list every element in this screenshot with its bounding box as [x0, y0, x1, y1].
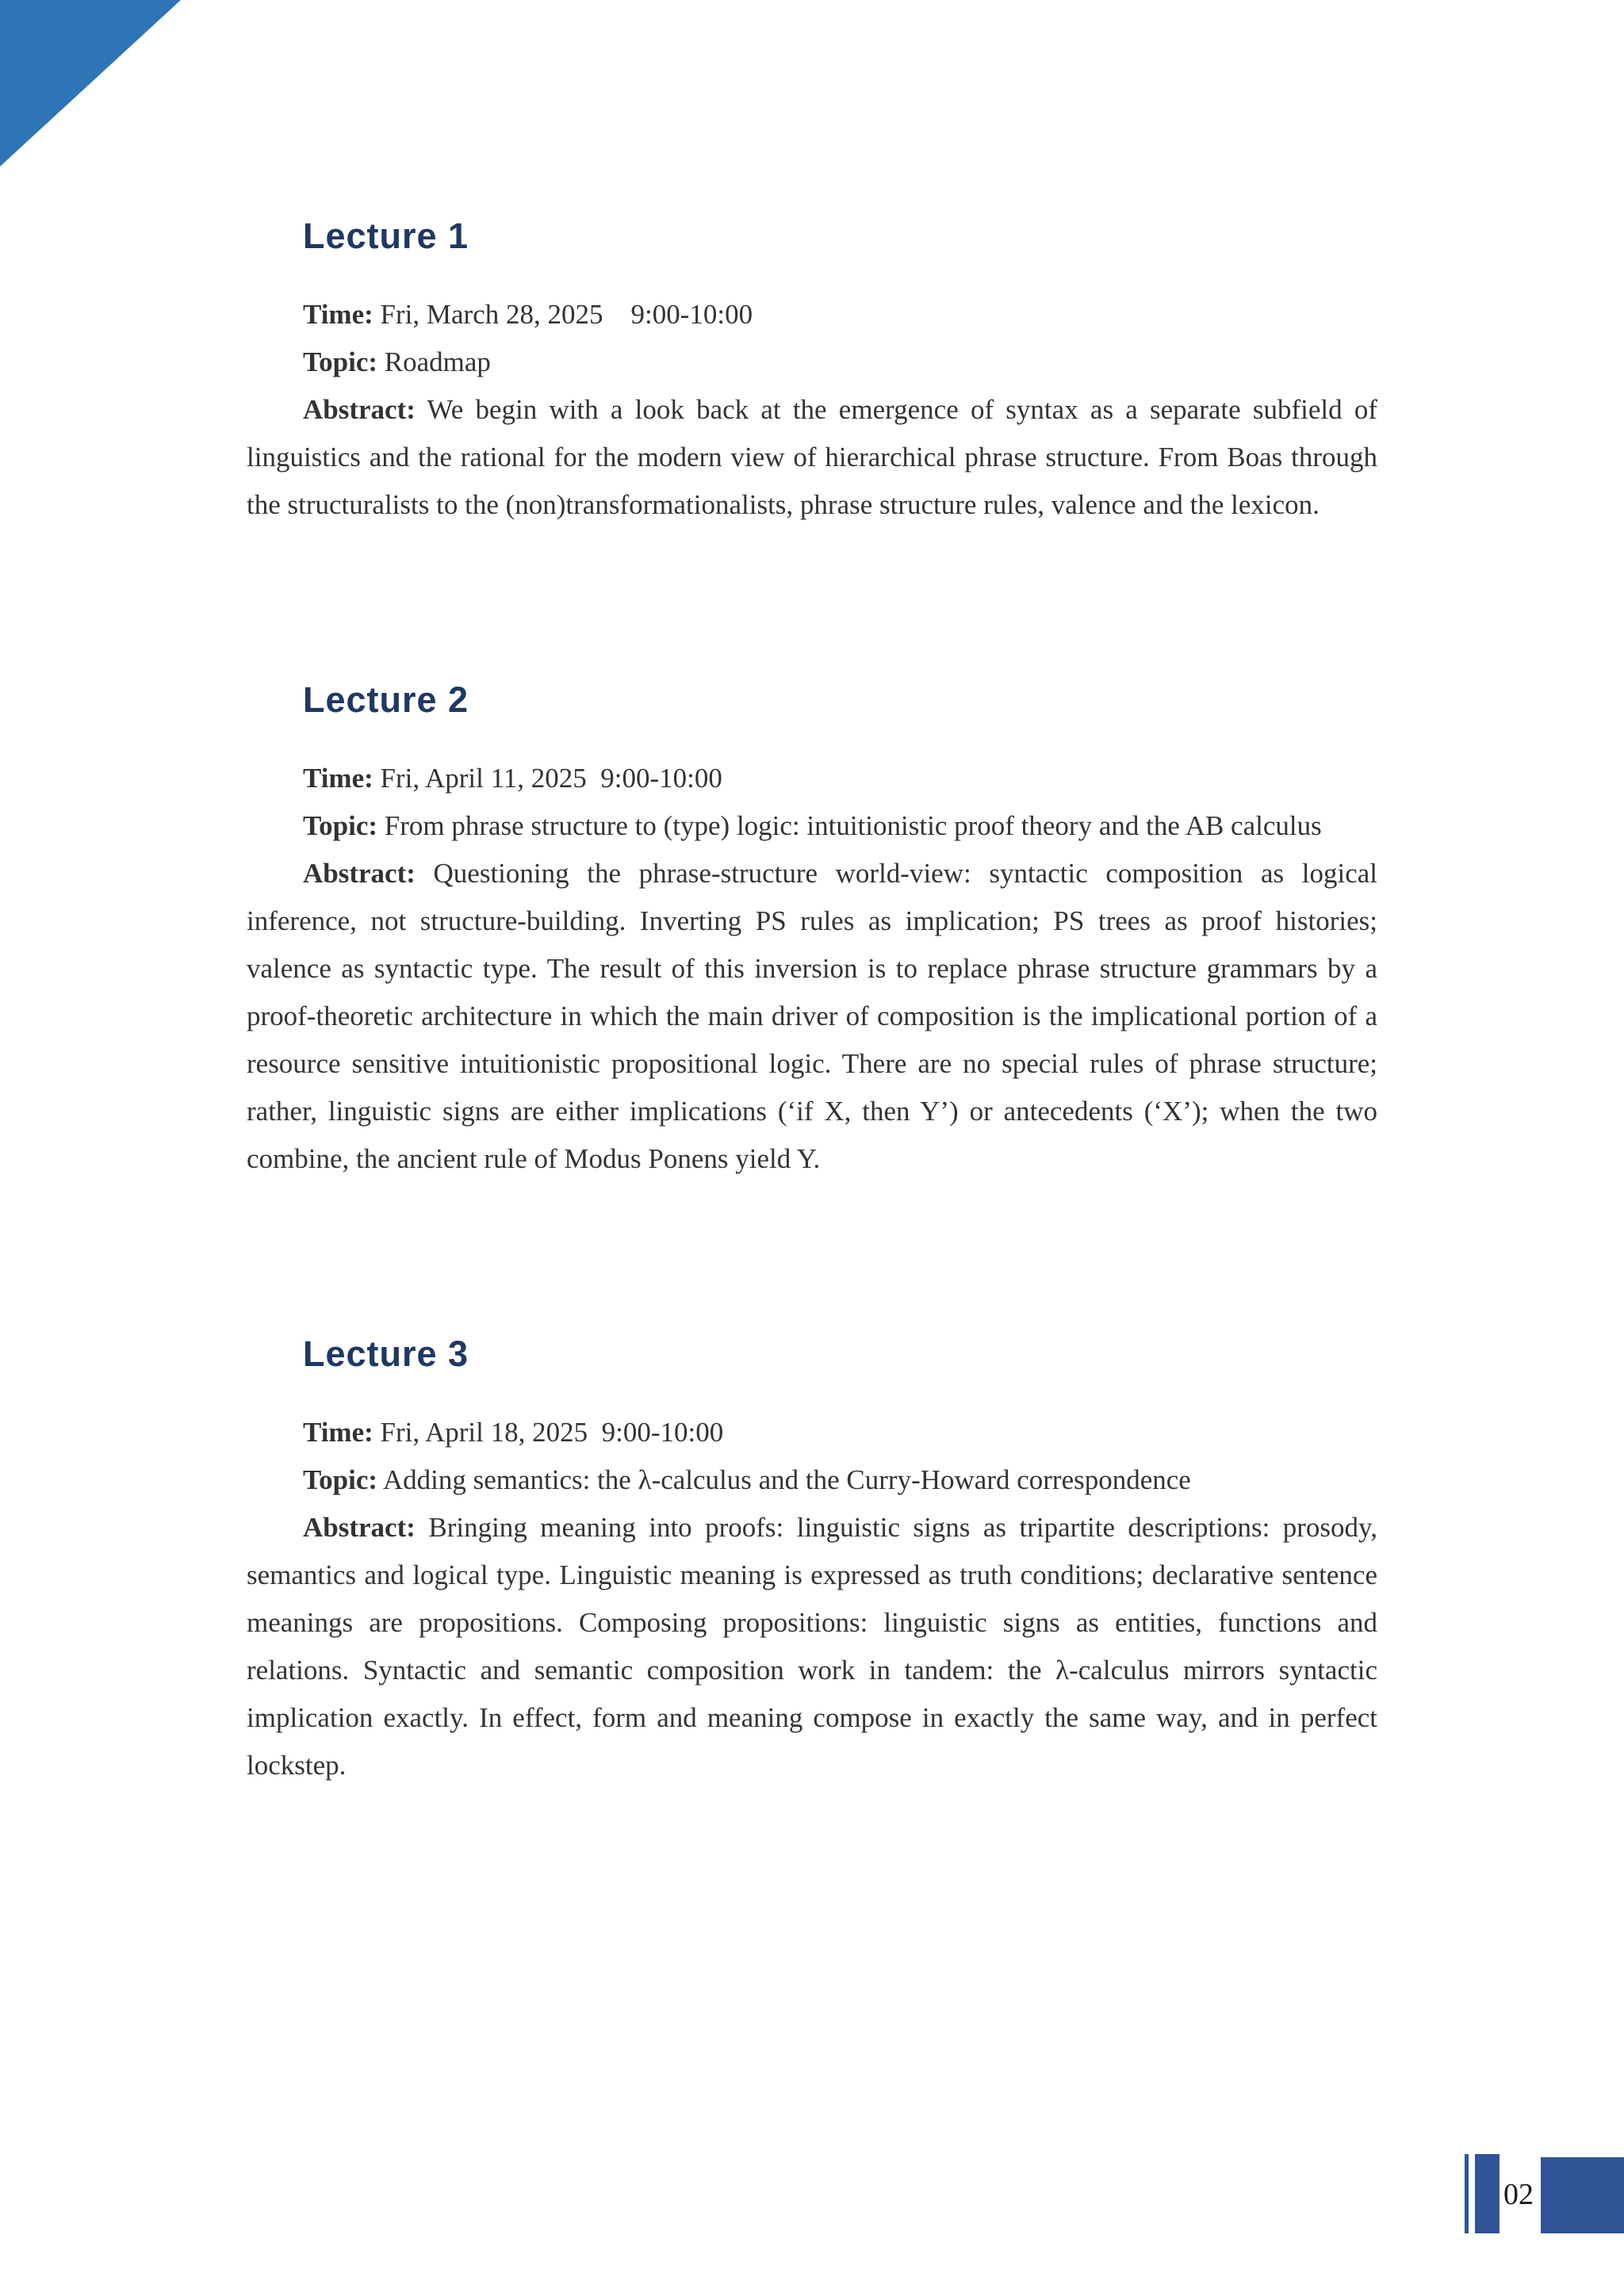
corner-triangle-decoration	[0, 0, 181, 166]
time-label: Time:	[303, 1417, 373, 1448]
page-number: 02	[1503, 2178, 1534, 2211]
lecture-title: Lecture 2	[303, 679, 469, 720]
time-label: Time:	[303, 763, 373, 794]
time-value: Fri, April 11, 2025 9:00-10:00	[380, 763, 722, 794]
lecture-section	[247, 1334, 1377, 1789]
time-value: Fri, March 28, 2025 9:00-10:00	[380, 299, 753, 330]
topic-value: From phrase structure to (type) logic: intuitionistic proof theory and the AB calculus	[384, 810, 1322, 841]
topic-label: Topic:	[303, 1464, 378, 1495]
topic-label: Topic:	[303, 810, 378, 841]
lecture-abstract	[247, 850, 1377, 1183]
lecture-title: Lecture 1	[303, 216, 469, 256]
footer-corner-rect	[1541, 2157, 1624, 2233]
abstract-label: Abstract:	[303, 394, 416, 425]
lecture-time-line	[247, 291, 1377, 339]
abstract-text: Questioning the phrase-structure world-view: syntactic composition as logical inference, not structure-building. Inverting PS rules as implication; PS trees as proof histories; valence as syntactic type. The result of this inversion is to replace phrase structure grammars by a proof-theoretic architecture in which the main driver of composition is the implicational portion of a resource sensitive intuitionistic propositional logic. There are no special rules of phrase structure; rather, linguistic signs are either implications (‘if X, then Y’) or antecedents (‘X’); when the two combine, the ancient rule of Modus Ponens yield Y.	[247, 858, 1377, 1174]
lecture-topic-line	[247, 802, 1377, 850]
lecture-topic-line	[247, 1456, 1377, 1504]
lecture-time-line	[247, 1409, 1377, 1456]
time-value: Fri, April 18, 2025 9:00-10:00	[380, 1417, 724, 1448]
page-number-bar-thin	[1465, 2154, 1469, 2233]
abstract-label: Abstract:	[303, 1512, 416, 1543]
lecture-title: Lecture 3	[303, 1334, 469, 1374]
abstract-label: Abstract:	[303, 858, 416, 889]
lecture-abstract	[247, 1504, 1377, 1789]
topic-value: Roadmap	[384, 346, 491, 377]
lecture-section	[247, 679, 1377, 1183]
abstract-text: Bringing meaning into proofs: linguistic signs as tripartite descriptions: prosody, semantics and logical type. Linguistic meaning is expressed as truth conditions; declarative sentence meanings are propositions. Composing propositions: linguistic signs as entities, functions and relations. Syntactic and semantic composition work in tandem: the λ-calculus mirrors syntactic implication exactly. In effect, form and meaning compose in exactly the same way, and in perfect lockstep.	[247, 1512, 1377, 1781]
lecture-section	[247, 216, 1377, 529]
lecture-list	[247, 216, 1377, 1789]
lecture-time-line	[247, 755, 1377, 802]
topic-value: Adding semantics: the λ-calculus and the Curry-Howard correspondence	[382, 1464, 1191, 1495]
lecture-topic-line	[247, 339, 1377, 386]
abstract-text: We begin with a look back at the emergence of syntax as a separate subfield of linguistics and the rational for the modern view of hierarchical phrase structure. From Boas through the structuralists to the (non)transformationalists, phrase structure rules, valence and the lexicon.	[247, 394, 1378, 520]
time-label: Time:	[303, 299, 373, 330]
lecture-abstract	[247, 386, 1377, 529]
page-number-bar-thick	[1475, 2154, 1500, 2233]
topic-label: Topic:	[303, 346, 378, 377]
